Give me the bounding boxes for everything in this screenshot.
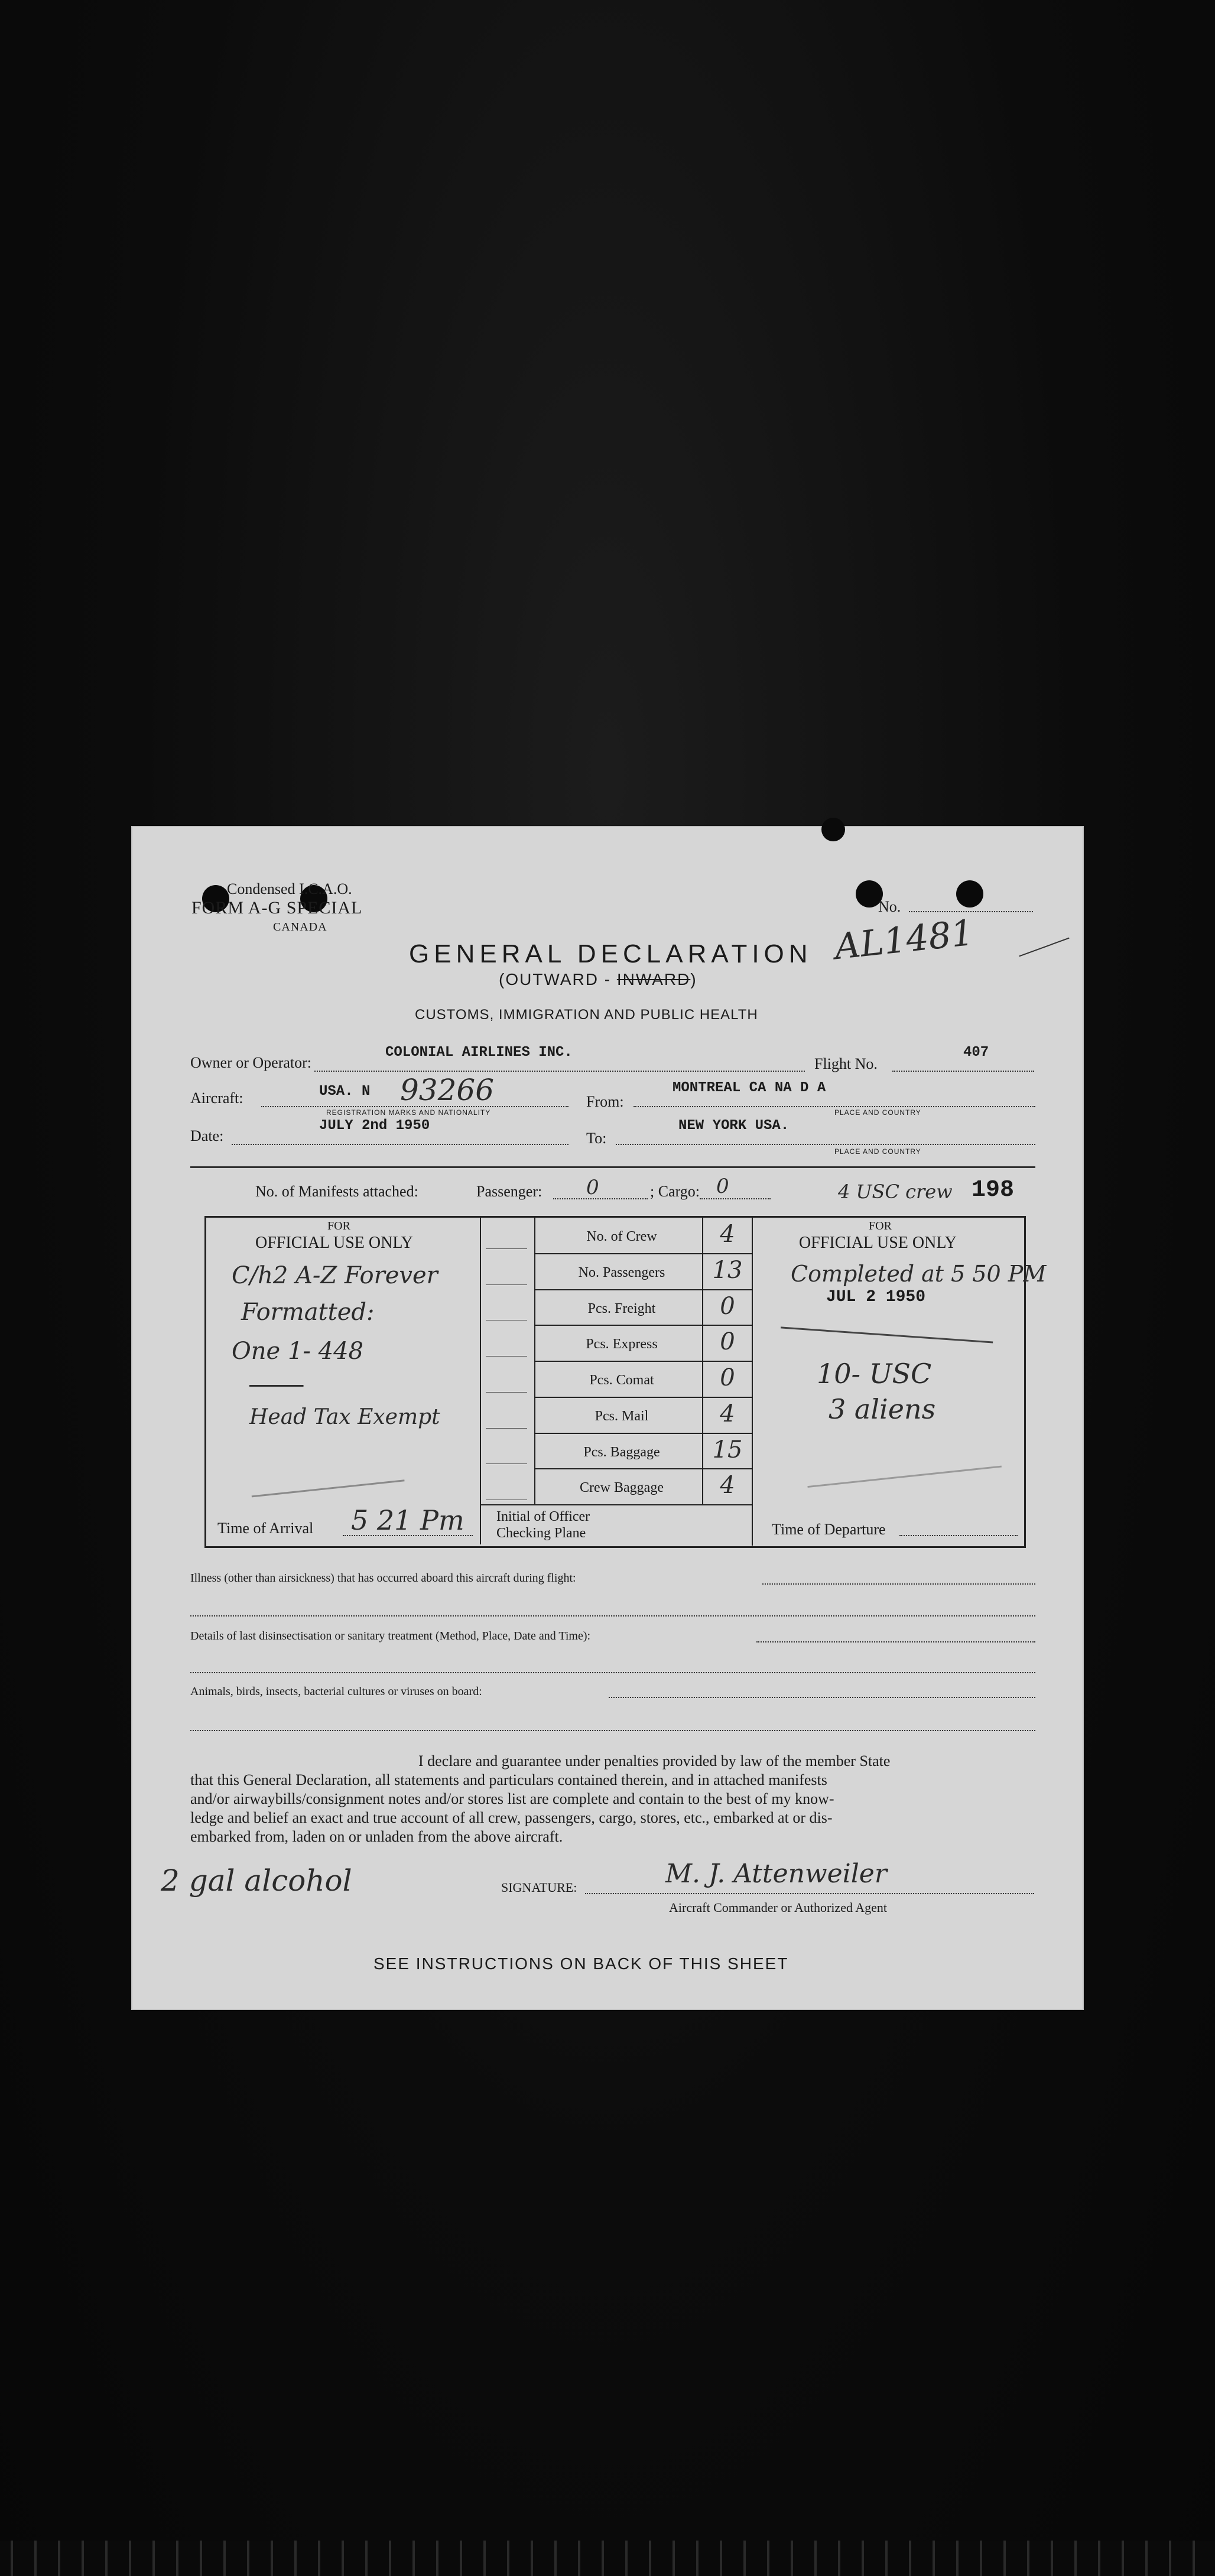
disinsection-label: Details of last disinsectisation or sanitary treatment (Method, Place, Date and Time):	[190, 1629, 591, 1642]
form-subtitle	[499, 970, 697, 989]
animals-line-1	[609, 1697, 1035, 1698]
count-row-line	[534, 1325, 752, 1326]
animals-line-2	[190, 1730, 1035, 1731]
aircraft-prefix: USA. N	[319, 1084, 371, 1100]
disinsection-line-2	[190, 1672, 1035, 1673]
count-row-value: 13	[712, 1257, 743, 1284]
left-official-header-1: FOR	[327, 1219, 350, 1232]
aircraft-value: 93266	[400, 1073, 495, 1107]
to-label: To:	[586, 1130, 607, 1147]
count-row-value: 15	[712, 1436, 743, 1463]
manifests-label: No. of Manifests attached:	[255, 1183, 418, 1200]
count-row-label: Crew Baggage	[580, 1480, 664, 1495]
crew-note-number: 198	[972, 1177, 1015, 1204]
left-note-struck	[249, 1373, 304, 1397]
count-row-line	[534, 1433, 752, 1434]
date-line	[232, 1144, 568, 1145]
count-row-label: No. of Crew	[586, 1229, 657, 1244]
flight-value: 407	[963, 1045, 989, 1061]
from-label: From:	[586, 1093, 624, 1110]
statement-line-3: and/or airwaybills/consignment notes and/or stores list are complete and contain to the best of my know-	[190, 1790, 834, 1807]
owner-line	[314, 1071, 805, 1072]
aliens-note: 3 aliens	[829, 1393, 936, 1425]
handwritten-dash	[1019, 938, 1069, 957]
officer-label-2: Checking Plane	[496, 1526, 586, 1541]
instructions-footer: SEE INSTRUCTIONS ON BACK OF THIS SHEET	[373, 1954, 789, 1973]
date-value: JULY 2nd 1950	[319, 1118, 430, 1134]
illness-line-1	[762, 1583, 1035, 1585]
no-label: No.	[878, 898, 901, 915]
count-row-label: Pcs. Comat	[589, 1372, 654, 1388]
table-divider-left	[480, 1217, 481, 1544]
statement-line-4: ledge and belief an exact and true account of all crew, passengers, cargo, stores, etc., embarked at or dis-	[190, 1809, 833, 1826]
count-row-tick	[486, 1392, 527, 1393]
statement-line-2: that this General Declaration, all statements and particulars contained therein, and in attached manifests	[190, 1771, 827, 1788]
count-row-line	[534, 1397, 752, 1398]
left-note-4: Head Tax Exempt	[249, 1405, 440, 1429]
place-country-caption-to: PLACE AND COUNTRY	[834, 1147, 921, 1156]
completed-note: Completed at 5 50 PM	[791, 1261, 1047, 1287]
signature-line	[585, 1893, 1034, 1894]
handwritten-form-number: AL1481	[832, 912, 976, 968]
subtitle-suffix: )	[690, 970, 697, 988]
form-header-line2: FORM A-G SPECIAL	[191, 898, 363, 918]
usc-note: 10- USC	[817, 1358, 932, 1390]
to-line	[616, 1144, 1035, 1145]
count-row-value: 0	[720, 1364, 735, 1391]
to-value: NEW YORK USA.	[678, 1118, 790, 1134]
passenger-label: Passenger:	[476, 1183, 542, 1200]
count-row-tick	[486, 1428, 527, 1429]
film-edge-strip	[0, 2541, 1215, 2576]
crew-note: 4 USC crew	[838, 1180, 953, 1203]
cargo-line	[700, 1198, 771, 1199]
stamp-date: JUL 2 1950	[826, 1288, 926, 1306]
left-note-1: C/h2 A-Z Forever	[232, 1262, 438, 1289]
count-row-label: No. Passengers	[578, 1265, 665, 1280]
departure-line	[899, 1535, 1018, 1536]
arrival-line	[343, 1535, 473, 1536]
from-line	[634, 1106, 1035, 1107]
count-row-tick	[486, 1356, 527, 1357]
owner-label: Owner or Operator:	[190, 1054, 312, 1071]
table-divider-values-right	[752, 1217, 753, 1546]
owner-value: COLONIAL AIRLINES INC.	[385, 1045, 573, 1061]
count-row-line	[534, 1253, 752, 1254]
flight-line	[892, 1071, 1034, 1072]
count-row-tick	[486, 1248, 527, 1249]
subtitle-prefix: (OUTWARD -	[499, 970, 617, 988]
punch-hole-right-2	[956, 880, 983, 908]
count-row-label: Pcs. Freight	[587, 1301, 656, 1316]
subtitle-struck: INWARD	[616, 970, 691, 988]
count-row-label: Pcs. Baggage	[583, 1445, 660, 1460]
registration-caption: REGISTRATION MARKS AND NATIONALITY	[326, 1108, 491, 1117]
header-divider	[190, 1166, 1035, 1168]
from-value: MONTREAL CA NA D A	[673, 1080, 826, 1096]
general-declaration-form	[131, 826, 1084, 2010]
cargo-value: 0	[716, 1175, 729, 1198]
signature-label: SIGNATURE:	[501, 1880, 577, 1895]
count-row-value: 4	[720, 1221, 735, 1248]
statement-line-1: I declare and guarantee under penalties provided by law of the member State	[418, 1752, 891, 1770]
disinsection-line-1	[756, 1641, 1035, 1642]
aircraft-label: Aircraft:	[190, 1089, 243, 1107]
passenger-line	[553, 1198, 648, 1199]
form-header-line1: Condensed I.C.A.O.	[227, 880, 352, 897]
count-row-line	[534, 1468, 752, 1469]
count-row-line	[534, 1361, 752, 1362]
count-row-line	[534, 1504, 752, 1505]
form-title: GENERAL DECLARATION	[409, 939, 813, 968]
punch-hole-top	[821, 818, 845, 841]
count-row-value: 4	[720, 1400, 735, 1427]
customs-line: CUSTOMS, IMMIGRATION AND PUBLIC HEALTH	[415, 1007, 758, 1023]
count-row-label: Pcs. Mail	[594, 1409, 649, 1424]
right-official-header-2: OFFICIAL USE ONLY	[799, 1234, 957, 1252]
flight-label: Flight No.	[814, 1055, 878, 1072]
statement-line-5: embarked from, laden on or unladen from the above aircraft.	[190, 1828, 563, 1845]
signatory-caption: Aircraft Commander or Authorized Agent	[669, 1900, 888, 1915]
aircraft-line	[261, 1106, 568, 1107]
date-label: Date:	[190, 1127, 224, 1144]
count-row-value: 0	[720, 1328, 735, 1355]
count-row-value: 4	[720, 1472, 735, 1499]
illness-line-2	[190, 1615, 1035, 1616]
passenger-value: 0	[586, 1176, 599, 1199]
cargo-label: ; Cargo:	[650, 1183, 700, 1200]
place-country-caption-from: PLACE AND COUNTRY	[834, 1108, 921, 1117]
left-official-header-2: OFFICIAL USE ONLY	[255, 1234, 413, 1252]
arrival-value: 5 21 Pm	[351, 1504, 464, 1536]
left-note-3: One 1- 448	[232, 1338, 363, 1365]
count-row-tick	[486, 1284, 527, 1285]
right-official-header-1: FOR	[869, 1219, 892, 1232]
count-row-line	[534, 1289, 752, 1290]
form-header-line3: CANADA	[273, 921, 327, 934]
officer-label-1: Initial of Officer	[496, 1509, 590, 1524]
arrival-label: Time of Arrival	[217, 1520, 314, 1537]
left-note-2: Formatted:	[241, 1299, 375, 1326]
illness-label: Illness (other than airsickness) that has occurred aboard this aircraft during flight:	[190, 1572, 576, 1585]
count-row-value: 0	[720, 1293, 735, 1320]
count-row-label: Pcs. Express	[586, 1336, 658, 1352]
departure-label: Time of Departure	[772, 1521, 886, 1538]
margin-note: 2 gal alcohol	[161, 1863, 352, 1898]
count-row-tick	[486, 1463, 527, 1464]
signature-value: M. J. Attenweiler	[665, 1859, 887, 1889]
animals-label: Animals, birds, insects, bacterial cultures or viruses on board:	[190, 1685, 482, 1698]
